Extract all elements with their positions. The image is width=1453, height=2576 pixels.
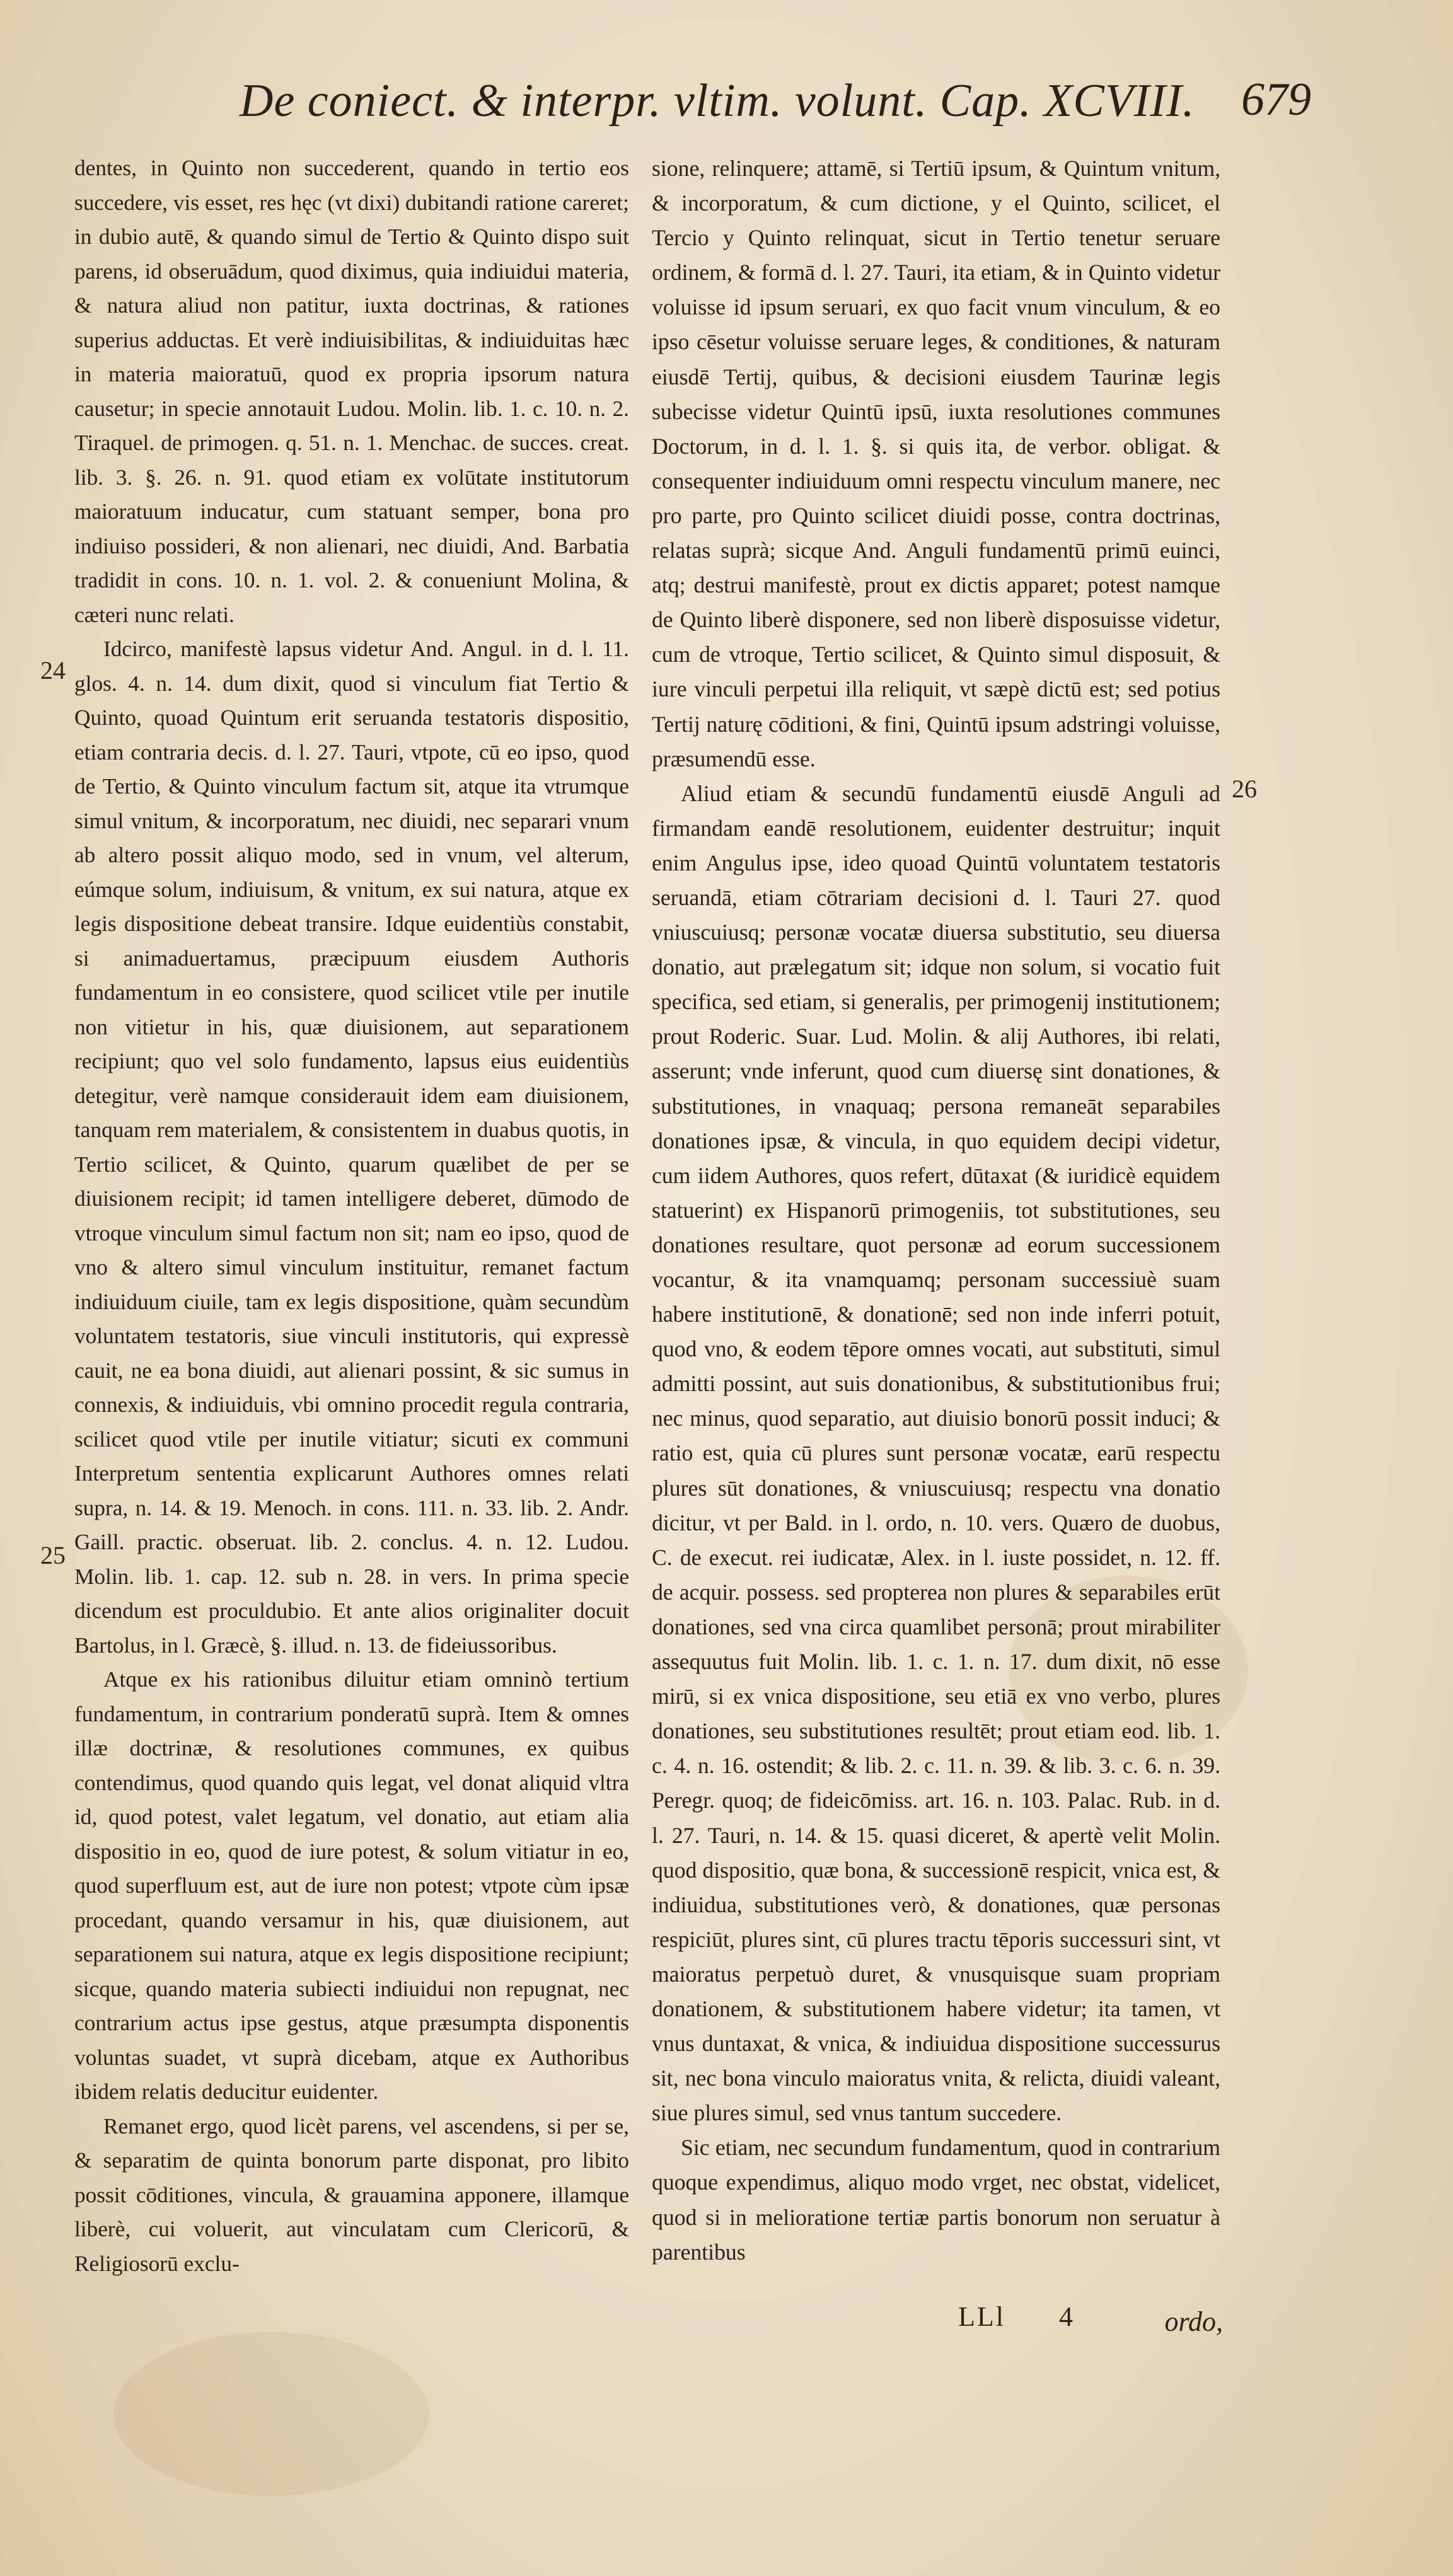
page-number: 679 (1241, 74, 1311, 125)
paragraph: Aliud etiam & secundū fundamentū eiusdē Anguli ad firmandam eandē resolutionem, euidenter destruitur; inquit enim Angulus ipse, ideo quoad Quintū voluntatem testatoris seruandā, etiam cōtrariam decisioni d. l. Tauri 27. quod vniuscuiusq; personæ vocatæ diuersa substitutio, seu diuersa donatio, aut prælegatum sit; idque non solum, si vocatio fuit specifica, sed etiam, si generalis, per primogenij institutionem; prout Roderic. Suar. Lud. Molin. & alij Authores, ibi relati, asserunt; vnde inferunt, quod cum diuersę sint donationes, & substitutiones, in vnaquaq; persona remaneāt separabiles donationes ipsæ, & vincula, in quo equidem decipi videtur, cum iidem Authores, quos refert, dūtaxat (& iuridicè equidem statuerint) ex Hispanorū primogeniis, tot substitutiones, seu donationes resultare, quot personæ ad eorum successionem vocantur, & ita vnamquamq; personam successiuè suam habere institutionē, & donationē; sed non inde inferri potuit, quod vno, & eodem tēpore omnes vocati, aut substituti, simul admitti possint, aut suis donationibus, & substitutionibus frui; nec minus, quod separatio, aut diuisio bonorū possit induci; & ratio est, quia cū plures sunt personæ vocatæ, earū respectu plures sūt donationes, & vniuscuiusq; respectu vna donatio dicitur, vt per Bald. in l. ordo, n. 10. vers. Quæro de duobus, C. de execut. rei iudicatæ, Alex. in l. iuste possidet, n. 12. ff. de acquir. possess. sed propterea non plures & separabiles erūt donationes, sed vna circa quamlibet personā; prout mirabiliter assequutus fuit Molin. lib. 1. c. 1. n. 17. dum dixit, nō esse mirū, si ex vnica dispositione, seu etiā ex vno verbo, plures donationes, seu substitutiones resultēt; prout etiam eod. lib. 1. c. 4. n. 16. ostendit; & lib. 2. c. 11. n. 39. & lib. 3. c. 6. n. 39. Peregr. quoq; de fideicōmiss. art. 16. n. 103. Palac. Rub. in d. l. 27. Tauri, n. 14. & 15. quasi diceret, & apertè velit Molin. quod dispositio, quæ bona, & successionē respicit, vnica est, & indiuidua, substitutiones verò, & donationes, quæ personas respiciūt, plures sint, cū plures tractu tēporis successuri sint, vt maioratus perpetuò duret, & vnusquisque suam propriam donationem, & substitutionem habere videtur; ita tamen, vt vnus duntaxat, & vnica, & indiuidua dispositione successurus sit, nec bona vinculo maioratus vnita, & relicta, diuidi valeant, siue plures simul, sed vnus tantum succedere. (652, 780, 1220, 2126)
running-title: De coniect. & interpr. vltim. volunt. Cap. XCVIII. (240, 75, 1195, 127)
paragraph: sione, relinquere; attamē, si Tertiū ipsum, & Quintum vnitum, & incorporatum, & cum dictione, y el Quinto, scilicet, el Tercio y Quinto relinquat, sicut in Tertio tenetur seruare ordinem, & formā d. l. 27. Tauri, ita etiam, & in Quinto videtur voluisse id ipsum seruari, ex quo facit vnum vinculum, & eo ipso cēsetur voluisse seruare leges, & conditiones, & naturam eiusdē Tertij, quibus, & decisioni eiusdem Taurinæ legis subecisse videtur Quintū ipsū, iuxta resolutiones communes Doctorum, in d. l. 1. §. si quis ita, de verbor. obligat. & consequenter indiuiduum omni respectu vinculum manere, nec pro parte, pro Quinto scilicet diuidi posse, contra doctrinas, relatas suprà; sicque And. Anguli fundamentū primū euinci, atq; destrui manifestè, prout ex dictis apparet; potest namque de Quinto liberè disponere, sed non liberè disposuisse videtur, cum de vtroque, Tertio scilicet, & Quinto simul disposuit, & iure vinculi perpetui illa reliquit, vt sæpè dictū est; sed potius Tertij naturę cōditioni, & fini, Quintū ipsum adstringi voluisse, præsumendū esse. (652, 156, 1220, 771)
paragraph: dentes, in Quinto non succederent, quando in tertio eos succedere, vis esset, res hęc (vt dixi) dubitandi ratione careret; in dubio autē, & quando simul de Tertio & Quinto dispo suit parens, id obseruādum, quod diximus, quia indiuidui materia, & natura aliud non patitur, iuxta doctrinas, & rationes superius adductas. Et verè indiuisibilitas, & indiuiduitas hæc in materia maioratuū, quod ex propria ipsorum natura causetur; in specie annotauit Ludou. Molin. lib. 1. c. 10. n. 2. Tiraquel. de primogen. q. 51. n. 1. Menchac. de succes. creat. lib. 3. §. 26. n. 91. quod etiam ex volūtate institutorum maioratuum inducatur, cum statuant semper, bona pro indiuiso possideri, & non alienari, nec diuidi, And. Barbatia tradidit in cons. 10. n. 1. vol. 2. & conueniunt Molina, & cæteri nunc relati. (74, 156, 629, 627)
paragraph: Atque ex his rationibus diluitur etiam omninò tertium fundamentum, in contrarium ponderatū suprà. Item & omnes illæ doctrinæ, & resolutiones communes, ex quibus contendimus, quod quando quis legat, vel donat aliquid vltra id, quod potest, valet legatum, vel donatio, aut etiam alia dispositio in eo, quod de iure potest, & solum vitiatur in eo, quod superfluum est, aut de iure non potest; vtpote cùm ipsæ procedant, quando versamur in his, quæ diuisionem, aut separationem sui natura, atque ex legis dispositione recipiunt; sicque, quando materia subiecti indiuidui non repugnat, nec contrarium actus ipse gestus, atque præsumpta disponentis voluntas suadet, vt suprà dicebam, atque ex Authoribus ibidem relatis deducitur euidenter. (74, 1667, 629, 2104)
page-footer (958, 2301, 1223, 2345)
right-column (652, 151, 1220, 2270)
margin-number-25: 25 (40, 1541, 66, 1569)
catchword: ordo, (1164, 2306, 1223, 2337)
signature-number: 4 (1059, 2301, 1073, 2332)
paper-stain (113, 2332, 429, 2496)
paragraph: Idcirco, manifestè lapsus videtur And. Angul. in d. l. 11. glos. 4. n. 14. dum dixit, quod si vinculum fiat Tertio & Quinto, quoad Quintum erit seruanda testatoris dispositio, etiam contraria decis. d. l. 27. Tauri, vtpote, cū eo ipso, quod de Tertio, & Quinto vinculum factum sit, atque ita vtrumque simul vnitum, & incorporatum, nec diuidi, nec separari vnum ab altero possit aliquo modo, sed in vnum, vel alterum, eúmque solum, indiuisum, & vnitum, ex sui natura, atque ex legis dispositione debeat transire. Idque euidentiùs constabit, si animaduertamus, præcipuum eiusdem Authoris fundamentum in eo consistere, quod scilicet vtile per inutile non vitietur in his, quæ diuisionem, aut separationem recipiunt; quo vel solo fundamento, lapsus eius euidentiùs detegitur, verè namque considerauit idem eam diuisionem, tanquam rem materialem, & consistentem in duabus quotis, in Tertio scilicet, & Quinto, quarum quælibet de per se diuisionem recipit; id tamen intelligere deberet, dūmodo de vtroque vinculum simul factum non sit; nam eo ipso, quod de vno & altero simul vinculum instituitur, remanet factum indiuiduum ciuile, tam ex legis dispositione, quàm secundùm voluntatem testatoris, siue vinculi institutoris, qui expressè cauit, ne ea bona diuidi, aut alienari possint, & sic sumus in connexis, & indiuiduis, vbi omnino procedit regula contraria, scilicet quod vtile per inutile vitiatur; sicuti ex communi Interpretum sententia explicarunt Authores omnes relati supra, n. 14. & 19. Menoch. in cons. 111. n. 33. lib. 2. Andr. Gaill. practic. obseruat. lib. 2. conclus. 4. n. 12. Ludou. Molin. lib. 1. cap. 12. sub n. 28. in vers. In prima specie dicendum est proculdubio. Et ante alios originaliter docuit Bartolus, in l. Græcè, §. illud. n. 13. de fideiussoribus. (74, 637, 629, 1658)
paragraph: Sic etiam, nec secundum fundamentum, quod in contrarium quoque expendimus, aliquo modo vrget, nec obstat, videlicet, quod si in melioratione tertiæ partis bonorum non seruatur à parentibus (652, 2135, 1220, 2265)
margin-number-26: 26 (1232, 775, 1257, 803)
paragraph: Remanet ergo, quod licèt parens, vel ascendens, si per se, & separatim de quinta bonorum parte disponat, pro libito possit cōditiones, vincula, & grauamina apponere, illamque liberè, cui voluerit, aut vinculatam cum Clericorū, & Religiosorū exclu- (74, 2113, 629, 2276)
left-column (74, 151, 629, 2281)
margin-number-24: 24 (40, 656, 66, 684)
page-header (240, 69, 1311, 139)
signature-mark: LLl (958, 2301, 1005, 2332)
